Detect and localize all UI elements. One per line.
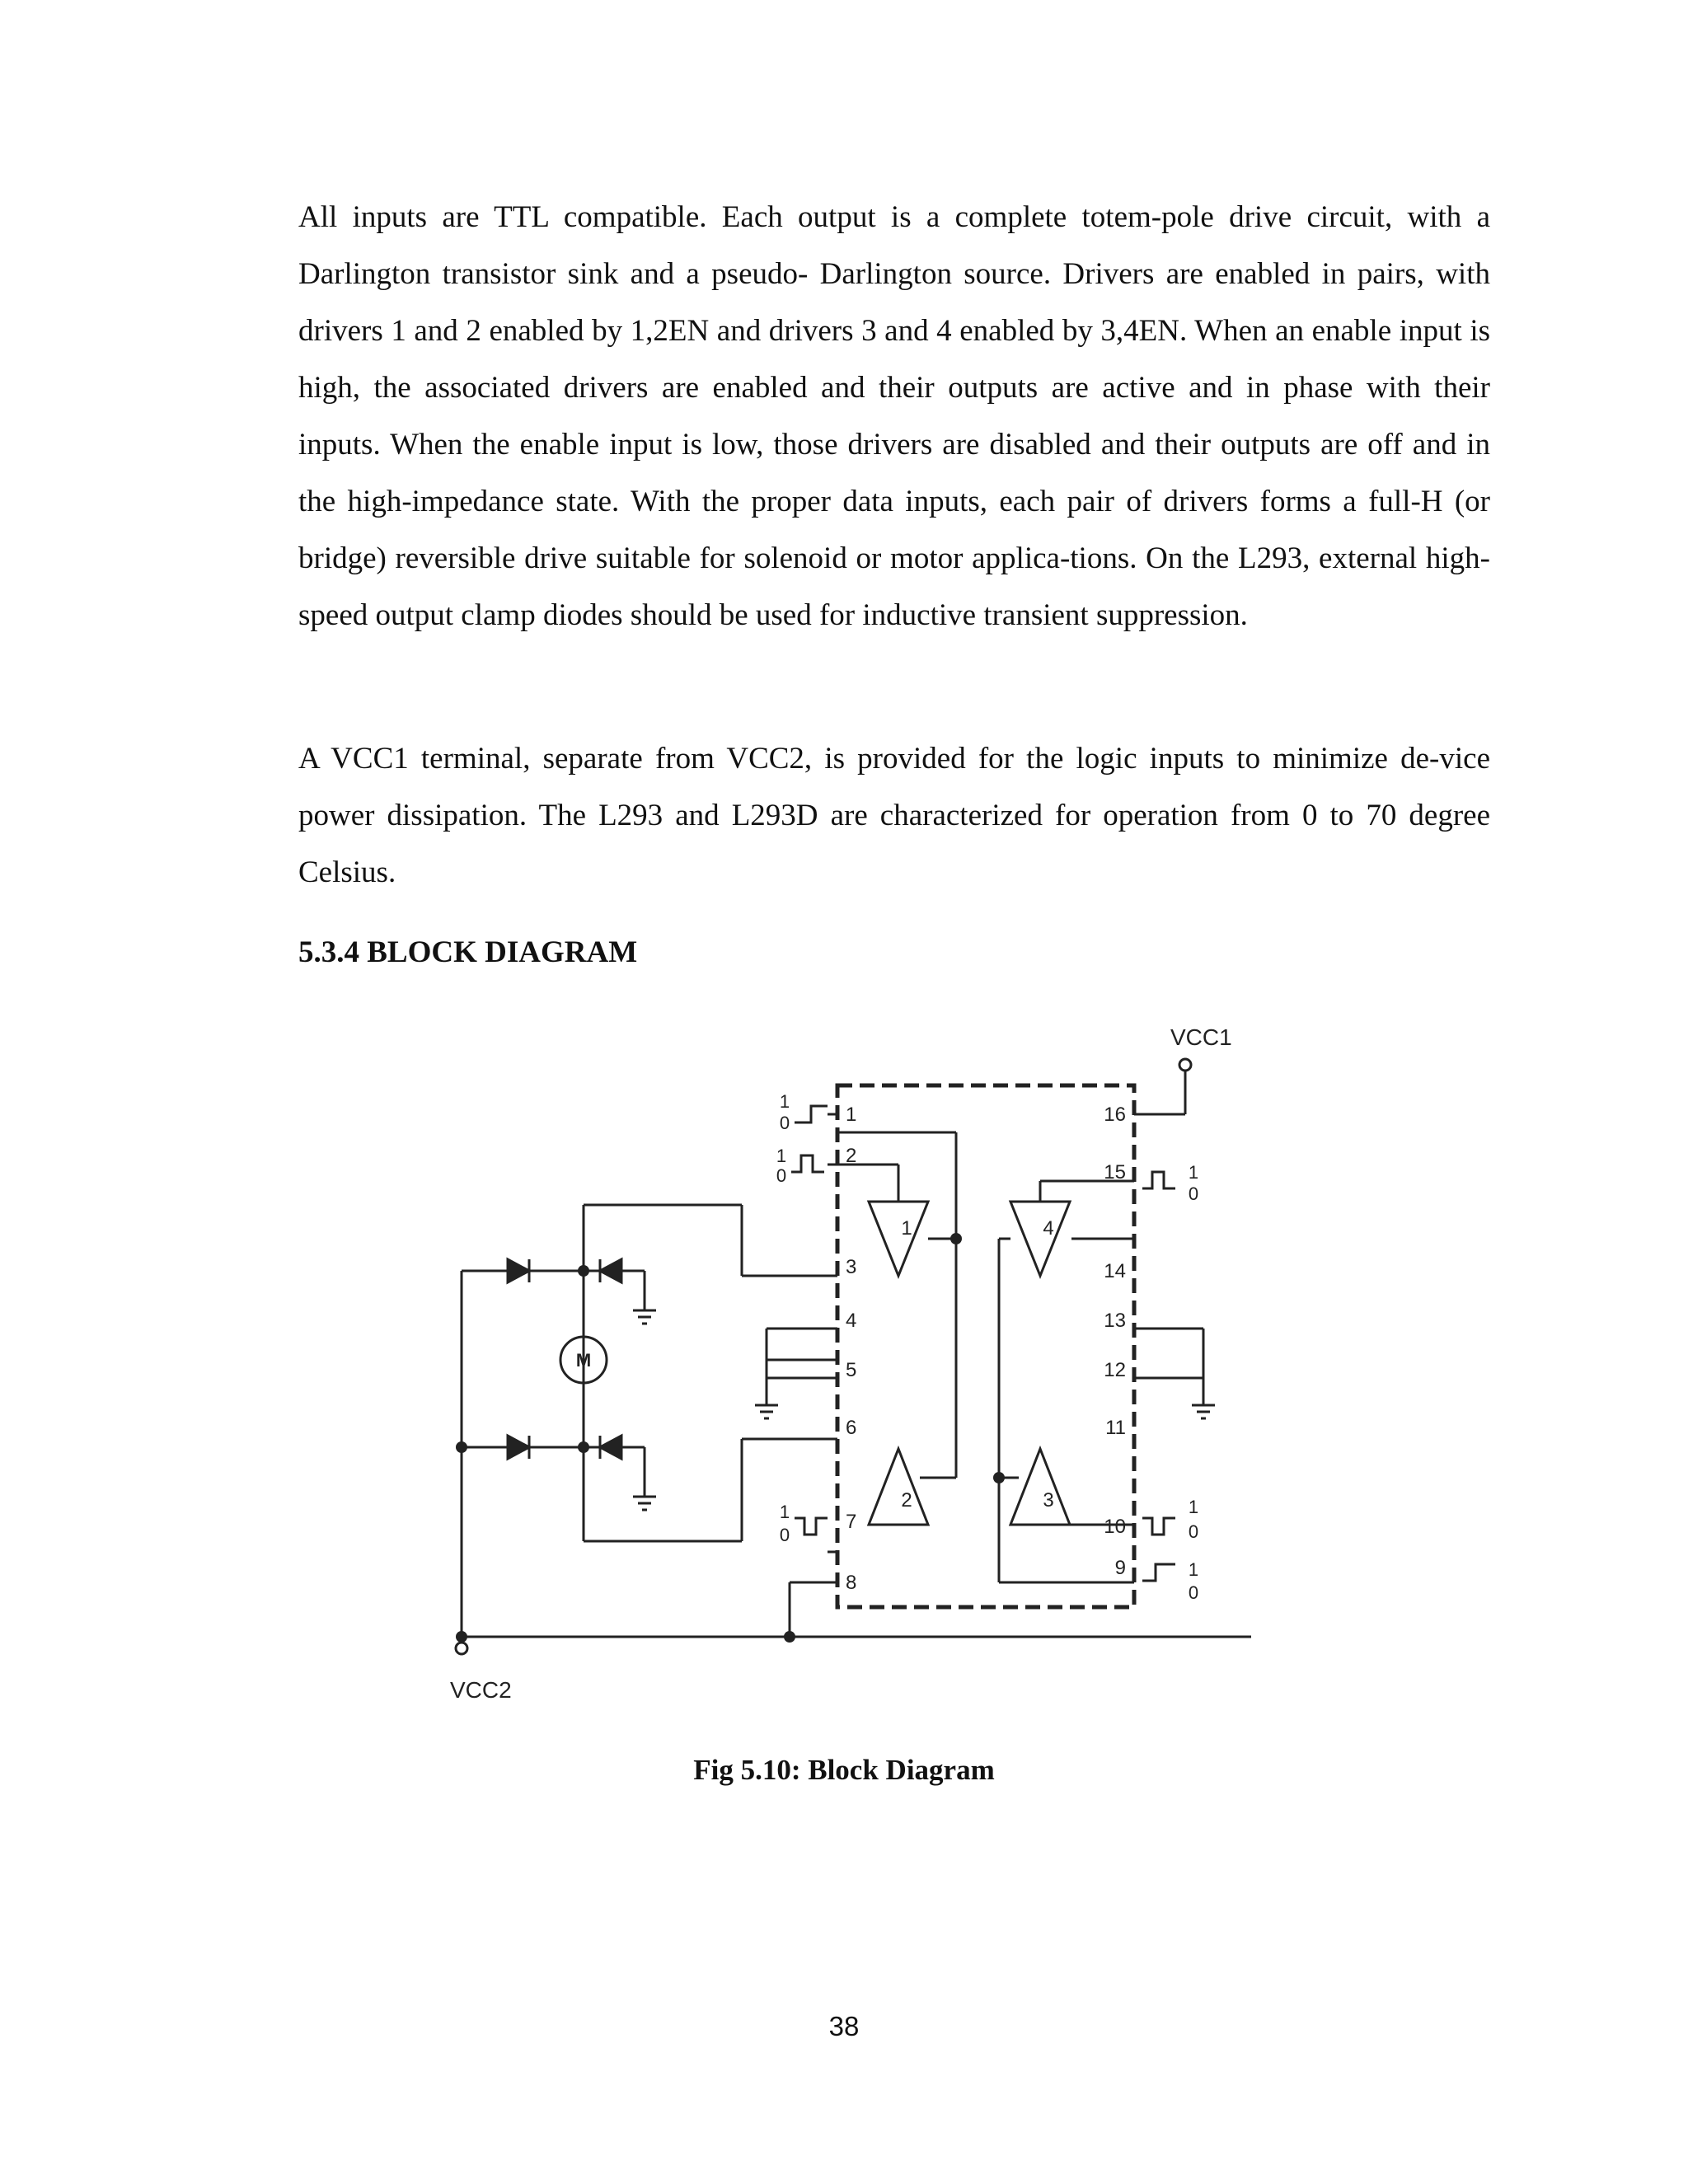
ground-symbol-left-upper bbox=[633, 1310, 656, 1324]
logic-low-pin2: 0 bbox=[776, 1165, 787, 1186]
logic-high-pin7: 1 bbox=[779, 1502, 790, 1522]
logic-low-pin9: 0 bbox=[1188, 1582, 1199, 1603]
waveform-pin2 bbox=[791, 1155, 824, 1172]
pin-label-4: 4 bbox=[846, 1310, 857, 1332]
driver-4-buffer bbox=[1010, 1202, 1070, 1276]
pin-labels-right bbox=[1104, 1104, 1126, 1579]
pin-label-15: 15 bbox=[1104, 1161, 1126, 1183]
ground-symbol-pin13-12 bbox=[1192, 1405, 1215, 1418]
pin-label-5: 5 bbox=[846, 1359, 857, 1381]
pin-label-14: 14 bbox=[1104, 1260, 1126, 1282]
pin-label-6: 6 bbox=[846, 1417, 857, 1439]
pin-label-16: 16 bbox=[1104, 1104, 1126, 1126]
logic-high-pin2: 1 bbox=[776, 1146, 787, 1166]
waveform-pin9 bbox=[1142, 1564, 1175, 1581]
driver-1-label: 1 bbox=[901, 1217, 912, 1240]
ground-symbol-pin4-5 bbox=[755, 1405, 778, 1418]
diode-left-lower-inner bbox=[600, 1436, 621, 1459]
waveform-pin15 bbox=[1142, 1172, 1175, 1188]
motor-left-label: M bbox=[575, 1350, 592, 1371]
driver-2-label: 2 bbox=[901, 1489, 912, 1511]
pin-label-12: 12 bbox=[1104, 1359, 1126, 1381]
driver-2-buffer bbox=[869, 1449, 928, 1525]
pin-label-9: 9 bbox=[1114, 1557, 1126, 1579]
driver-3-buffer bbox=[1010, 1449, 1070, 1525]
pin-label-10: 10 bbox=[1104, 1516, 1126, 1538]
logic-low-pin15: 0 bbox=[1188, 1183, 1199, 1204]
section-heading: 5.3.4 BLOCK DIAGRAM bbox=[298, 935, 638, 969]
pin-label-13: 13 bbox=[1104, 1310, 1126, 1332]
logic-high-pin9: 1 bbox=[1188, 1559, 1199, 1580]
pin-label-8: 8 bbox=[846, 1572, 857, 1594]
logic-high-pin10: 1 bbox=[1188, 1497, 1199, 1517]
ground-symbol-left-lower bbox=[633, 1497, 656, 1510]
block-diagram bbox=[429, 1014, 1253, 1722]
pin-label-11: 11 bbox=[1105, 1417, 1126, 1439]
page-number: 38 bbox=[828, 2011, 860, 2041]
driver-4-label: 4 bbox=[1043, 1217, 1054, 1240]
driver-1-buffer bbox=[869, 1202, 928, 1276]
logic-high-pin1: 1 bbox=[779, 1091, 790, 1112]
waveform-pin7 bbox=[795, 1518, 828, 1535]
logic-high-pin15: 1 bbox=[1188, 1162, 1199, 1183]
figure-caption: Fig 5.10: Block Diagram bbox=[693, 1754, 995, 1786]
pin-label-3: 3 bbox=[846, 1256, 857, 1278]
vcc2-terminal bbox=[456, 1643, 467, 1654]
body-paragraph-1: All inputs are TTL compatible. Each output is a complete totem-pole drive circuit, with a Darlington transistor sink and a pseudo- Darlington source. Drivers are enabled in pairs, with drivers 1 and 2 enabled by 1,2EN and drivers 3 and 4 enabled by 3,4EN. When an enable input is high, the associated drivers are enabled and their outputs are active and in phase with their inputs. When the enable input is low, those drivers are disabled and their outputs are off and in the high-impedance state. With the proper data inputs, each pair of drivers forms a full-H (or bridge) reversible drive suitable for solenoid or motor applica-tions. On the L293, external high-speed output clamp diodes should be used for inductive transient suppression. bbox=[298, 200, 1490, 632]
pin-labels-left bbox=[846, 1104, 856, 1594]
pin-label-7: 7 bbox=[846, 1511, 857, 1533]
driver-3-label: 3 bbox=[1043, 1489, 1054, 1511]
diode-left-upper-outer bbox=[508, 1259, 529, 1282]
logic-low-pin10: 0 bbox=[1188, 1521, 1199, 1542]
vcc1-label: VCC1 bbox=[1170, 1024, 1232, 1050]
pin-label-2: 2 bbox=[846, 1145, 857, 1167]
logic-low-pin1: 0 bbox=[779, 1113, 790, 1133]
logic-low-pin7: 0 bbox=[779, 1525, 790, 1545]
diode-left-upper-inner bbox=[600, 1259, 621, 1282]
diode-left-lower-outer bbox=[508, 1436, 529, 1459]
body-paragraph-2: A VCC1 terminal, separate from VCC2, is provided for the logic inputs to minimize de-vice power dissipation. The L293 and L293D are characterized for operation from 0 to 70 degree Celsius. bbox=[298, 742, 1490, 889]
vcc1-terminal bbox=[1179, 1059, 1191, 1071]
pin-label-1: 1 bbox=[846, 1104, 857, 1126]
vcc2-label: VCC2 bbox=[450, 1677, 512, 1703]
waveform-pin1 bbox=[795, 1106, 828, 1122]
waveform-pin10 bbox=[1142, 1518, 1175, 1535]
